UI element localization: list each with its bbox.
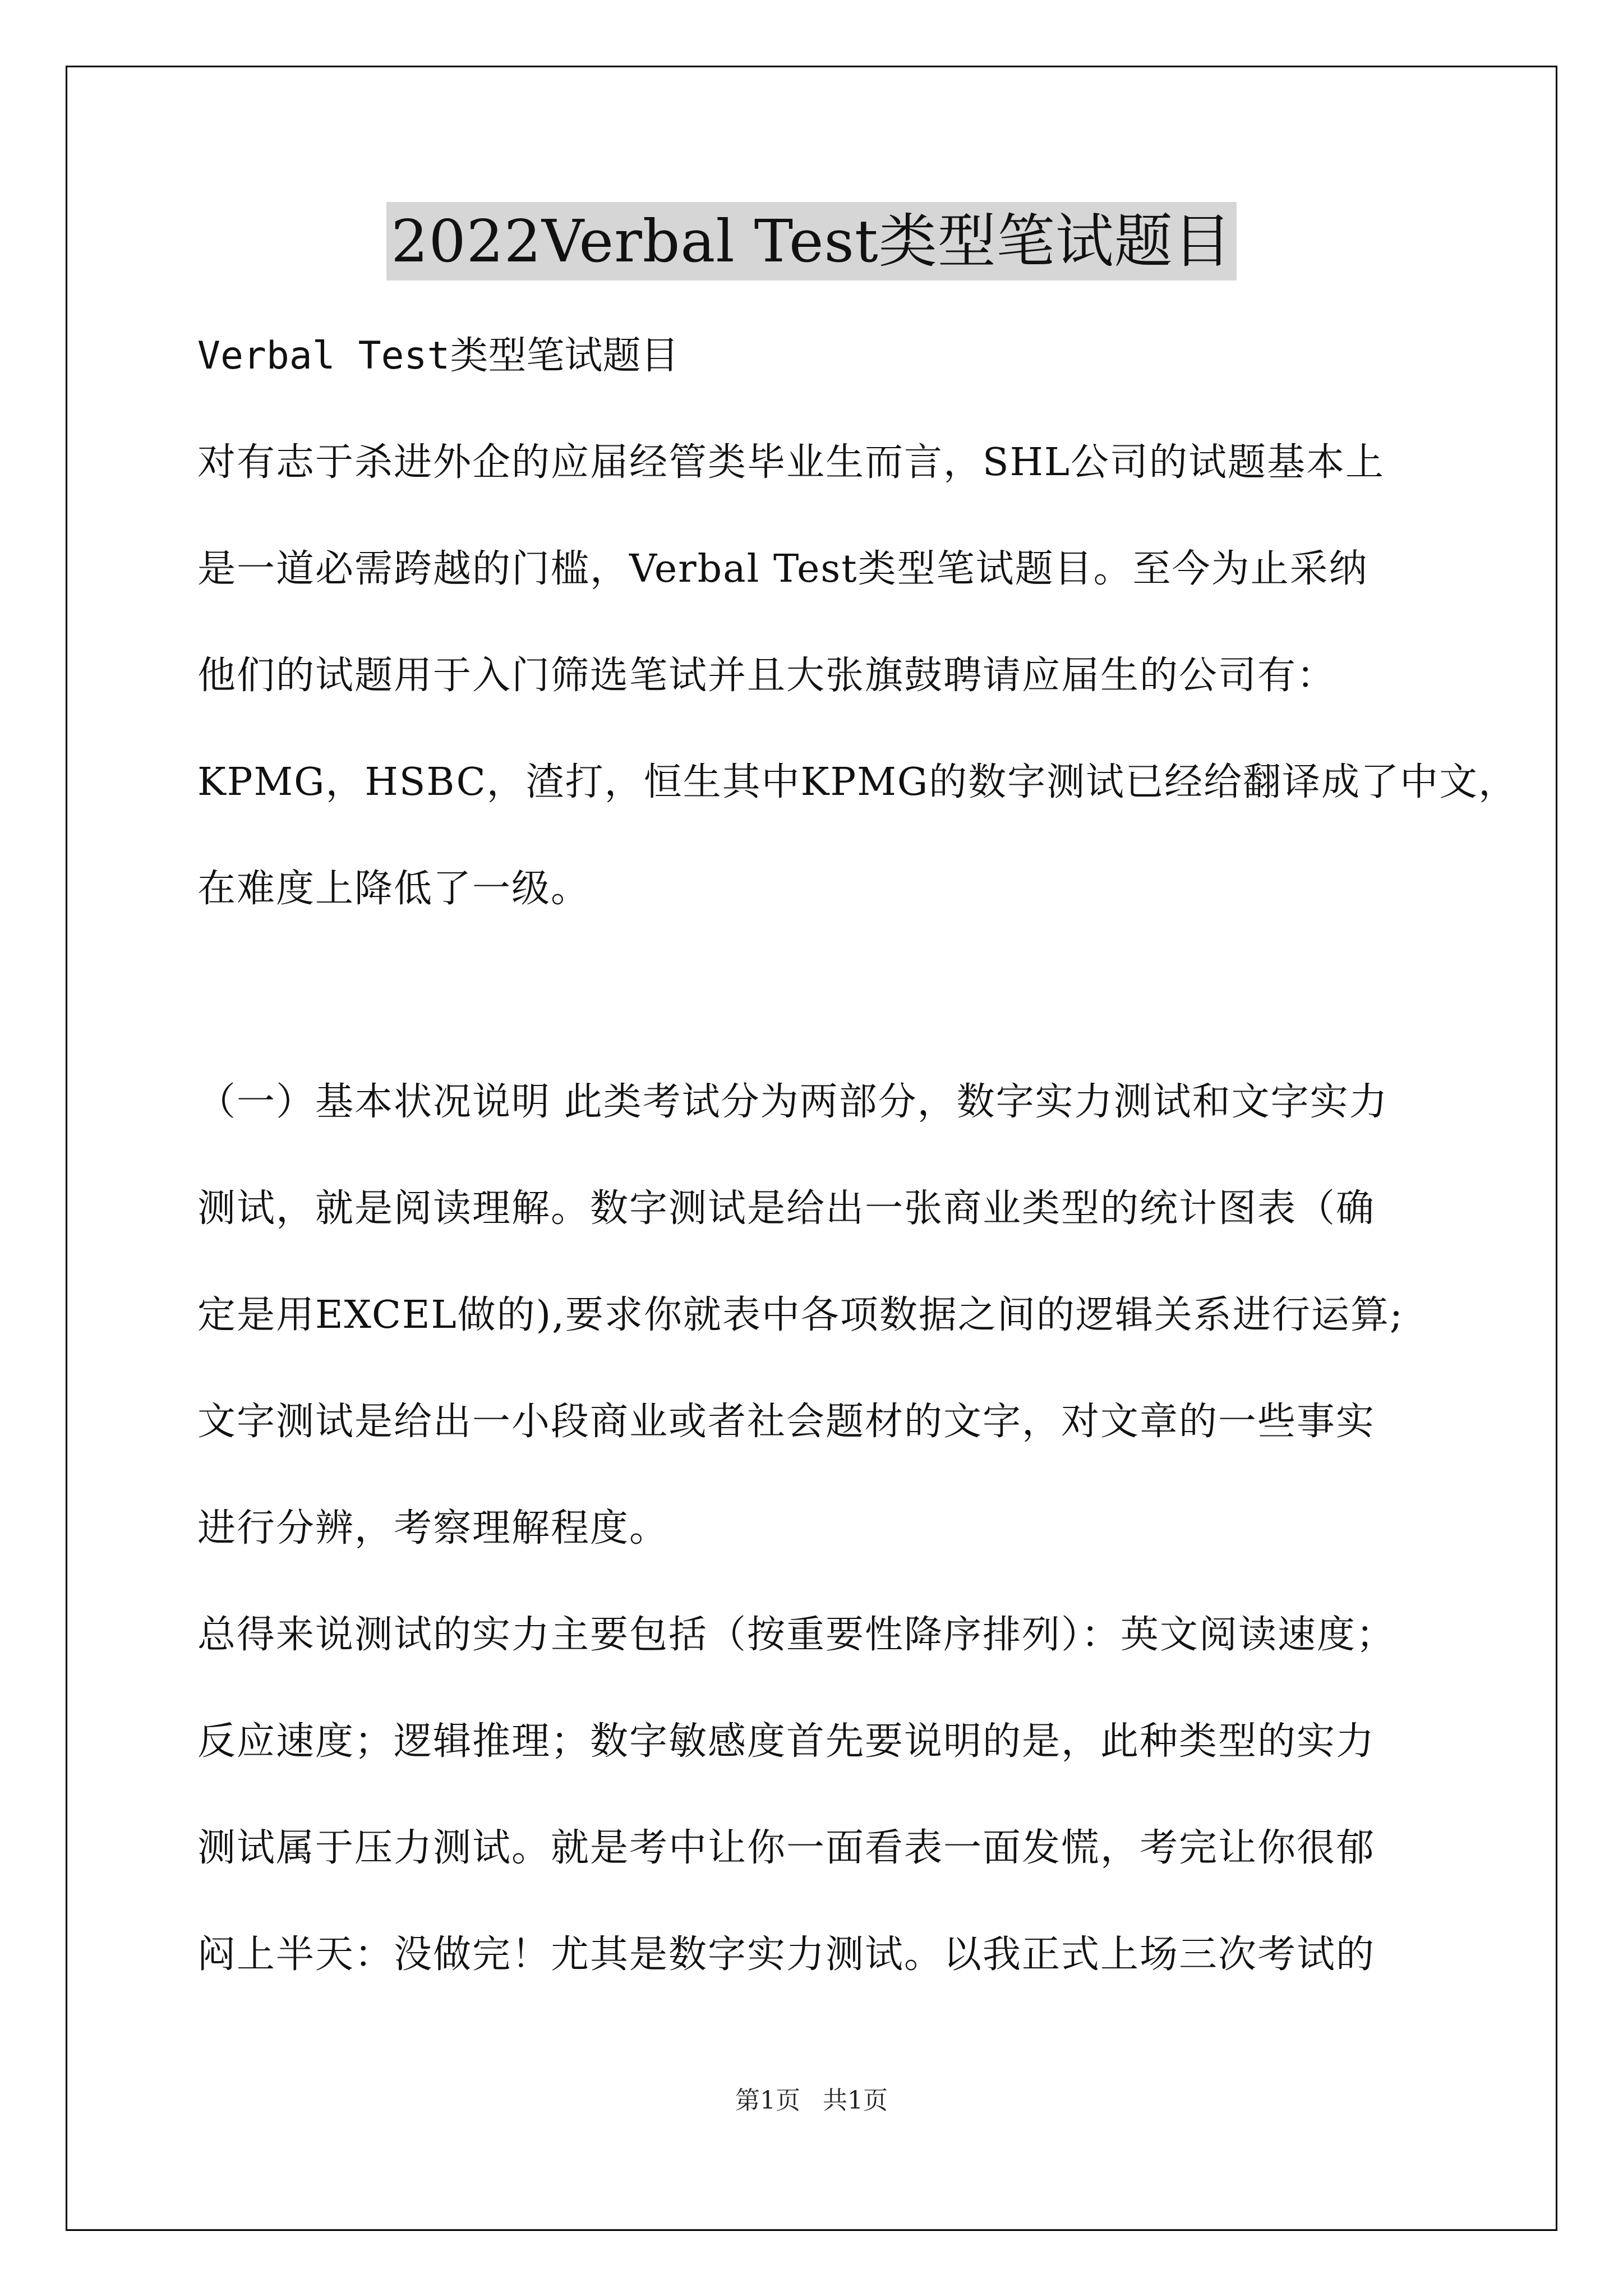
page-footer [0, 2080, 1623, 2116]
paragraph-2 [197, 1049, 1459, 1582]
paragraph-line: 他们的试题用于入门筛选笔试并且大张旗鼓聘请应届生的公司有： [197, 654, 1336, 698]
paragraph-line: 闷上半天：没做完！尤其是数字实力测试。以我正式上场三次考试的 [197, 1932, 1376, 1977]
paragraph-line: 反应速度；逻辑推理；数字敏感度首先要说明的是，此种类型的实力 [197, 1719, 1376, 1764]
paragraph-line: 总得来说测试的实力主要包括（按重要性降序排列）：英文阅读速度； [197, 1613, 1396, 1657]
paragraph-line: 测试属于压力测试。就是考中让你一面看表一面发慌，考完让你很郁 [197, 1826, 1376, 1870]
paragraph-line: 进行分辨，考察理解程度。 [197, 1506, 669, 1550]
paragraph-line: 文字测试是给出一小段商业或者社会题材的文字，对文章的一些事实 [197, 1400, 1376, 1444]
page-total: 共1页 [823, 2086, 888, 2115]
paragraph-line: 是一道必需跨越的门槛，Verbal Test类型笔试题目。至今为止采纳 [197, 547, 1368, 591]
paragraph-3 [197, 1582, 1459, 2008]
title-container [0, 202, 1623, 280]
paragraph-line: 定是用EXCEL做的),要求你就表中各项数据之间的逻辑关系进行运算; [197, 1293, 1404, 1337]
paragraph-line: 测试，就是阅读理解。数字测试是给出一张商业类型的统计图表（确 [197, 1186, 1376, 1231]
paragraph-line: （一）基本状况说明 此类考试分为两部分，数字实力测试和文字实力 [197, 1080, 1389, 1124]
document-body [197, 303, 1518, 2008]
paragraph-line: 对有志于杀进外企的应届经管类毕业生而言，SHL公司的试题基本上 [197, 440, 1385, 485]
paragraph-line: KPMG，HSBC，渣打，恒生其中KPMG的数字测试已经给翻译成了中文， [197, 760, 1518, 804]
document-title: 2022Verbal Test类型笔试题目 [386, 202, 1236, 280]
paragraph-gap [197, 942, 1459, 1049]
paragraph-line: 在难度上降低了一级。 [197, 867, 591, 911]
paragraph-1 [197, 409, 1518, 942]
subtitle: Verbal Test类型笔试题目 [197, 334, 679, 378]
page-number: 第1页 [735, 2086, 800, 2115]
